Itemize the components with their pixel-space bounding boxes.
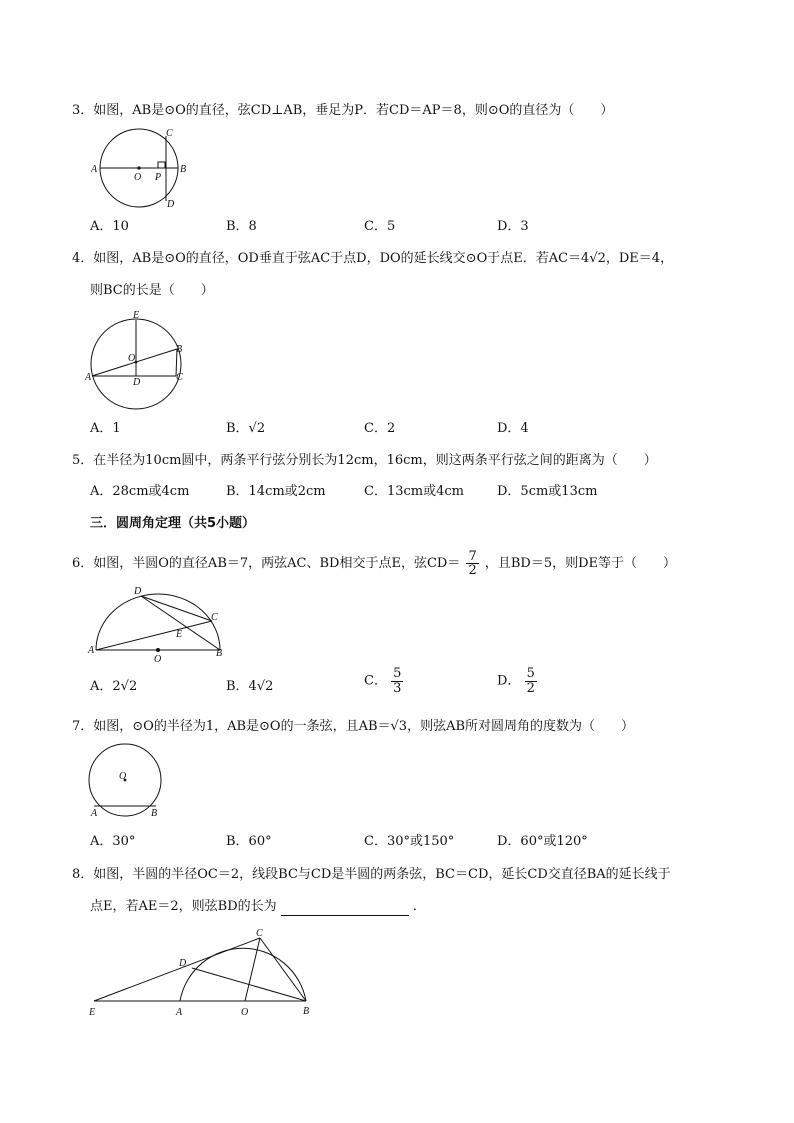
- q3-option-c[interactable]: C．5: [364, 219, 396, 234]
- q4-option-a[interactable]: A．1: [90, 421, 121, 436]
- q5-option-d[interactable]: D．5cm或13cm: [497, 484, 598, 499]
- q8-label-o: O: [241, 1007, 249, 1018]
- q3-option-a[interactable]: A．10: [90, 219, 129, 234]
- q6-option-c-den: 3: [393, 681, 402, 696]
- q8-stem-part-a: 点E，若AE＝2，则弦BD的长为: [90, 899, 277, 914]
- q7-option-d[interactable]: D．60°或120°: [497, 834, 588, 849]
- q3-label-o: O: [134, 172, 142, 183]
- q3-label-d: D: [167, 199, 175, 210]
- q7-label-o: O: [119, 771, 127, 782]
- q8-label-d: D: [179, 958, 187, 969]
- q3-label-a: A: [91, 164, 98, 175]
- q3-label-p: P: [155, 172, 162, 183]
- q6-label-e: E: [176, 629, 183, 640]
- q6-option-b[interactable]: B．4√2: [226, 679, 274, 694]
- q8-label-a: A: [176, 1007, 183, 1018]
- q6-label-c: C: [211, 612, 218, 623]
- q8-answer-blank[interactable]: [281, 903, 409, 916]
- q8-label-c: C: [256, 928, 263, 939]
- q4-stem-line1: 4．如图，AB是⊙O的直径，OD垂直于弦AC于点D，DO的延长线交⊙O于点E．若AC＝4√2，DE＝4，: [72, 251, 674, 266]
- q6-label-d: D: [134, 586, 142, 597]
- q7-label-a: A: [91, 808, 98, 819]
- q6-option-c-label: C．: [364, 673, 387, 689]
- q5-option-c[interactable]: C．13cm或4cm: [364, 484, 464, 499]
- q8-stem-line2: [90, 898, 426, 916]
- q7-stem: 7．如图，⊙O的半径为1，AB是⊙O的一条弦，且AB＝√3，则弦AB所对圆周角的度数为（ ）: [72, 719, 635, 734]
- q6-option-d-label: D．: [497, 673, 521, 689]
- q4-label-a: A: [85, 372, 92, 383]
- q8-figure: [88, 925, 328, 1020]
- q6-option-d-den: 2: [526, 681, 535, 696]
- q4-label-b: B: [176, 344, 183, 355]
- q4-option-c[interactable]: C．2: [364, 421, 396, 436]
- q4-option-b[interactable]: B．√2: [226, 421, 266, 436]
- q3-label-b: B: [180, 164, 187, 175]
- q6-fraction: [466, 550, 478, 577]
- q3-figure: [88, 128, 198, 210]
- q4-label-d: D: [133, 377, 141, 388]
- q4-stem-line2: 则BC的长是（ ）: [90, 283, 214, 298]
- q4-label-c: C: [176, 372, 183, 383]
- q7-option-c[interactable]: C．30°或150°: [364, 834, 455, 849]
- q6-option-d-fraction: [525, 667, 537, 696]
- q6-option-d-num: 5: [526, 666, 535, 681]
- q8-label-b: B: [303, 1006, 310, 1017]
- q6-frac-den: 2: [468, 563, 477, 578]
- q6-stem: [72, 550, 676, 577]
- q6-option-c-num: 5: [393, 666, 402, 681]
- q6-option-a[interactable]: A．2√2: [90, 679, 138, 694]
- q6-option-d[interactable]: [497, 667, 537, 696]
- q5-stem: 5．在半径为10cm圆中，两条平行弦分别长为12cm，16cm，则这两条平行弦之间的距离为（ ）: [72, 453, 657, 468]
- q6-stem-part-b: ，且BD＝5，则DE等于（ ）: [484, 556, 677, 571]
- q6-option-c[interactable]: [364, 667, 403, 696]
- q4-option-d[interactable]: D．4: [497, 421, 529, 436]
- q7-figure: [88, 742, 178, 827]
- q3-stem: 3．如图，AB是⊙O的直径，弦CD⊥AB，垂足为P．若CD＝AP＝8，则⊙O的直径为（ ）: [72, 103, 614, 118]
- q6-label-o: O: [154, 654, 162, 665]
- q4-label-e: E: [133, 310, 140, 321]
- section-heading: 三．圆周角定理（共5小题）: [90, 516, 256, 531]
- q7-option-a[interactable]: A．30°: [90, 834, 136, 849]
- q6-option-c-fraction: [391, 667, 403, 696]
- q6-frac-num: 7: [468, 549, 477, 564]
- q6-label-a: A: [88, 645, 95, 656]
- q6-stem-part-a: 6．如图，半圆O的直径AB＝7，两弦AC、BD相交于点E，弦CD＝: [72, 556, 461, 571]
- q6-label-b: B: [216, 648, 223, 659]
- q8-label-e: E: [89, 1007, 96, 1018]
- q4-figure: [85, 310, 198, 412]
- q7-option-b[interactable]: B．60°: [226, 834, 272, 849]
- q8-stem-line1: 8．如图，半圆的半径OC＝2，线段BC与CD是半圆的两条弦，BC＝CD，延长CD交直径BA的延长线于: [72, 867, 671, 882]
- q3-option-b[interactable]: B．8: [226, 219, 257, 234]
- q7-label-b: B: [151, 808, 158, 819]
- q5-option-a[interactable]: A．28cm或4cm: [90, 484, 190, 499]
- q3-option-d[interactable]: D．3: [497, 219, 529, 234]
- q8-stem-part-b: ．: [412, 899, 426, 914]
- q4-label-o: O: [128, 353, 136, 364]
- q3-label-c: C: [166, 128, 173, 139]
- q5-option-b[interactable]: B．14cm或2cm: [226, 484, 326, 499]
- q6-figure: [88, 585, 238, 665]
